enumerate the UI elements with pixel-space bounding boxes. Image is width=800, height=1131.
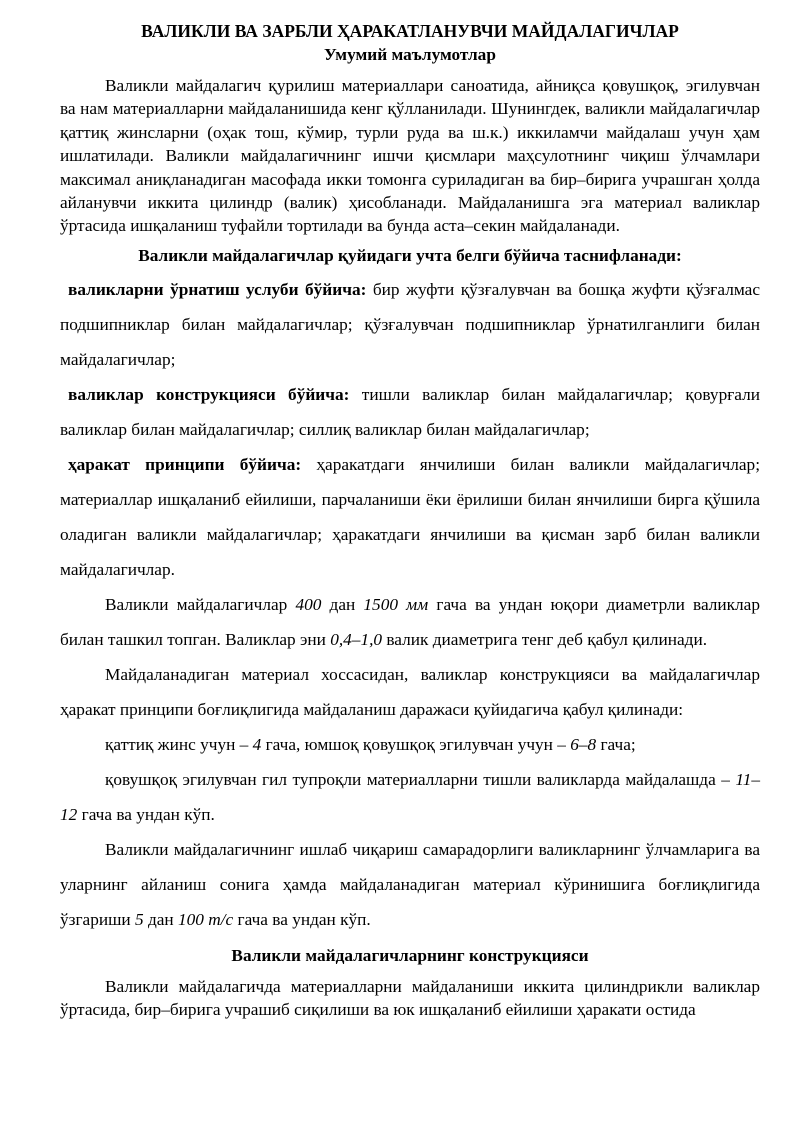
classification-item-construction: [60, 377, 760, 447]
section-heading-construction: Валикли майдалагичларнинг конструкцияси: [231, 945, 589, 965]
paragraph-clay: қовушқоқ эгилувчан гил тупроқли материалларни тишли валикларда майдалашда – 11–12 гача ва ундан кўп.: [60, 769, 760, 824]
document-title: ВАЛИКЛИ ВА ЗАРБЛИ ҲАРАКАТЛАНУВЧИ МАЙДАЛАГИЧЛАР: [141, 21, 679, 41]
classification-label: ҳаракат принципи бўйича:: [68, 454, 302, 474]
section-subtitle: Умумий маълумотлар: [324, 45, 496, 64]
classification-heading: Валикли майдалагичлар қуйидаги учта белги бўйича таснифланади:: [138, 245, 682, 265]
classification-text: бир жуфти қўзғалувчан ва бошқа жуфти қўзғалмас подшипниклар билан майдалагичлар; қўзғалувчан подшипниклар ўрнатилганлиги билан майдалагичлар;: [60, 279, 760, 369]
paragraph-hard-rock: қаттиқ жинс учун – 4 гача, юмшоқ қовушқоқ эгилувчан учун – 6–8 гача;: [105, 734, 636, 754]
classification-item-mounting: [60, 272, 760, 377]
paragraph-performance: Валикли майдалагичнинг ишлаб чиқариш самарадорлиги валикларнинг ўлчамларига ва уларнинг айланиш сонига ҳамда майдаланадиган материал кўринишига боғлиқлигида ўзгариши 5 дан 100 т/с гача ва ундан кўп.: [60, 839, 760, 929]
paragraph-diameter: Валикли майдалагичлар 400 дан 1500 мм гача ва ундан юқори диаметрли валиклар билан ташкил топган. Валиклар эни 0,4–1,0 валик диаметрига тенг деб қабул қилинади.: [60, 594, 760, 649]
classification-item-principle: [60, 447, 760, 587]
paragraph-intro: Валикли майдалагич қурилиш материаллари саноатида, айниқса қовушқоқ, эгилувчан ва нам материалларни майдаланишида кенг қўлланилади. Шунингдек, валикли майдалагичлар қаттиқ жинсларни (оҳак тош, кўмир, турли руда ва ш.к.) иккиламчи майдалаш учун ҳам ишлатилади. Валикли майдалагичнинг ишчи қисмлари маҳсулотнинг чиқиш ўлчамлари максимал аниқланадиган масофада икки томонга суриладиган ва бир–бирига учрашган ҳолда айланувчи иккита цилиндр (валик) ҳисобланади. Майдаланишга эга материал валиклар ўртасида ишқаланиш туфайли тортилади ва бунда аста–секин майдаланади.: [60, 76, 760, 236]
classification-label: валикларни ўрнатиш услуби бўйича:: [68, 279, 367, 299]
classification-text: ҳаракатдаги янчилиши билан валикли майдалагичлар; материаллар ишқаланиб ейилиши, парчаланиши ёки ёрилиши билан янчилиши бирга қўшила оладиган валикли майдалагичлар; ҳаракатдаги янчилиши ва қисман зарб билан валикли майдалагичлар.: [60, 454, 761, 579]
paragraph-construction: Валикли майдалагичда материалларни майдаланиши иккита цилиндрикли валиклар ўртасида, бир–бирига учрашиб сиқилиши ва юк ишқаланиб ейилиши ҳаракати остида: [60, 976, 760, 1020]
classification-text: тишли валиклар билан майдалагичлар; қовурғали валиклар билан майдалагичлар; силлиқ валиклар билан майдалагичлар;: [60, 384, 760, 439]
classification-label: валиклар конструкцияси бўйича:: [68, 384, 350, 404]
paragraph-degree: Майдаланадиган материал хоссасидан, валиклар конструкцияси ва майдалагичлар ҳаракат принципи боғлиқлигида майдаланиш даражаси қуйидагича қабул қилинади:: [60, 664, 760, 719]
